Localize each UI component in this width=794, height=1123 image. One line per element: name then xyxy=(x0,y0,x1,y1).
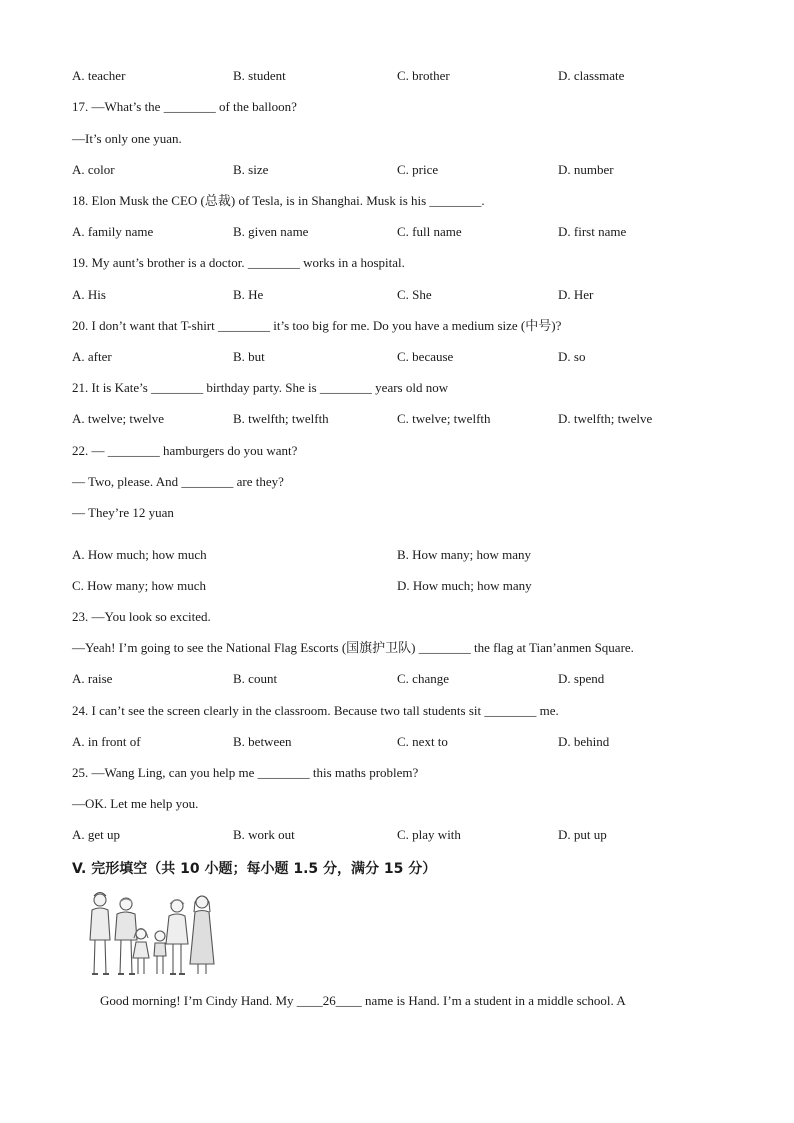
q21-option-b: B. twelfth; twelfth xyxy=(233,411,329,426)
passage-end: name is Hand. I’m a student in a middle school. A xyxy=(361,993,626,1008)
passage-line-1 xyxy=(100,992,626,1010)
q18-option-a: A. family name xyxy=(72,224,154,239)
q22-option-d: D. How much; how many xyxy=(397,578,532,593)
q22-line2: — Two, please. And ________ are they? xyxy=(72,474,284,489)
q17-stem: 17. —What’s the ________ of the balloon? xyxy=(72,99,297,114)
q23-stem: 23. —You look so excited. xyxy=(72,609,211,624)
q25-option-a: A. get up xyxy=(72,827,121,842)
q16-option-c: C. brother xyxy=(397,68,450,83)
q18-stem: 18. Elon Musk the CEO (总裁) of Tesla, is in Shanghai. Musk is his ________. xyxy=(72,193,485,208)
q17-answer-line: —It’s only one yuan. xyxy=(72,131,182,146)
section-heading: V. 完形填空（共 10 小题；每小题 1.5 分，满分 15 分） xyxy=(72,861,437,877)
q23-option-a: A. raise xyxy=(72,671,113,686)
blank-26: ____26____ xyxy=(296,993,362,1008)
q25-option-c: C. play with xyxy=(397,827,461,842)
q18-option-b: B. given name xyxy=(233,224,309,239)
q23-option-d: D. spend xyxy=(558,671,605,686)
q20-stem: 20. I don’t want that T-shirt ________ it’s too big for me. Do you have a medium size (中号)? xyxy=(72,318,562,333)
q18-option-c: C. full name xyxy=(397,224,462,239)
q20-option-b: B. but xyxy=(233,349,265,364)
q19-option-c: C. She xyxy=(397,287,432,302)
q25-option-d: D. put up xyxy=(558,827,607,842)
q19-option-d: D. Her xyxy=(558,287,594,302)
q17-option-b: B. size xyxy=(233,162,269,177)
q24-option-b: B. between xyxy=(233,734,292,749)
q20-option-c: C. because xyxy=(397,349,454,364)
q24-option-d: D. behind xyxy=(558,734,610,749)
q22-line3: — They’re 12 yuan xyxy=(72,505,174,520)
q21-option-d: D. twelfth; twelve xyxy=(558,411,653,426)
q17-option-a: A. color xyxy=(72,162,115,177)
family-illustration xyxy=(84,888,218,980)
q19-option-b: B. He xyxy=(233,287,264,302)
q19-stem: 19. My aunt’s brother is a doctor. ________ works in a hospital. xyxy=(72,255,405,270)
q16-option-d: D. classmate xyxy=(558,68,625,83)
q22-stem: 22. — ________ hamburgers do you want? xyxy=(72,443,298,458)
q19-option-a: A. His xyxy=(72,287,106,302)
q22-option-a: A. How much; how much xyxy=(72,547,207,562)
q25-option-b: B. work out xyxy=(233,827,295,842)
q25-line2: —OK. Let me help you. xyxy=(72,796,199,811)
q21-stem: 21. It is Kate’s ________ birthday party. She is ________ years old now xyxy=(72,380,449,395)
q23-option-b: B. count xyxy=(233,671,278,686)
q25-stem: 25. —Wang Ling, can you help me ________ this maths problem? xyxy=(72,765,419,780)
q17-option-d: D. number xyxy=(558,162,614,177)
q16-option-b: B. student xyxy=(233,68,286,83)
passage-start: Good morning! I’m Cindy Hand. My xyxy=(100,993,297,1008)
q21-option-c: C. twelve; twelfth xyxy=(397,411,491,426)
q20-option-a: A. after xyxy=(72,349,112,364)
q22-option-c: C. How many; how much xyxy=(72,578,206,593)
q16-option-a: A. teacher xyxy=(72,68,126,83)
q24-stem: 24. I can’t see the screen clearly in the classroom. Because two tall students sit ________ me. xyxy=(72,703,559,718)
q23-option-c: C. change xyxy=(397,671,449,686)
q21-option-a: A. twelve; twelve xyxy=(72,411,165,426)
q20-option-d: D. so xyxy=(558,349,586,364)
q18-option-d: D. first name xyxy=(558,224,627,239)
q24-option-a: A. in front of xyxy=(72,734,141,749)
q17-option-c: C. price xyxy=(397,162,439,177)
q23-line2: —Yeah! I’m going to see the National Flag Escorts (国旗护卫队) ________ the flag at Tian’anmen Square. xyxy=(72,640,634,655)
q24-option-c: C. next to xyxy=(397,734,448,749)
q22-option-b: B. How many; how many xyxy=(397,547,531,562)
